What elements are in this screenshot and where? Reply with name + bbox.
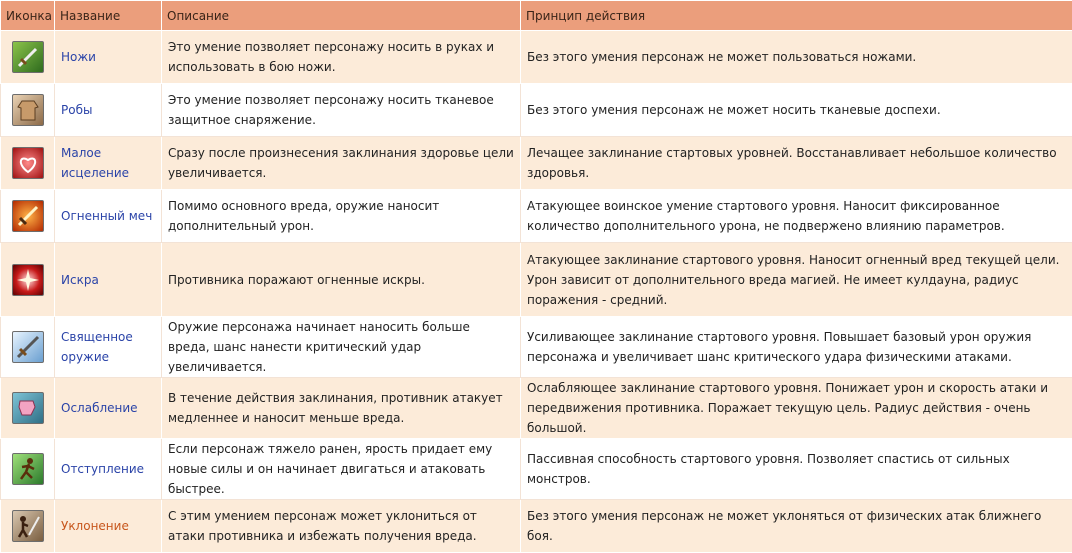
skill-description: Оружие персонажа начинает наносить больше вреда, шанс нанести критический удар увеличивается. <box>162 317 521 378</box>
header-name: Название <box>55 1 162 31</box>
skill-name-link[interactable]: Уклонение <box>61 519 129 533</box>
skill-name-link[interactable]: Ножи <box>61 50 96 64</box>
table-row <box>1 84 1072 137</box>
table-row <box>1 137 1072 190</box>
skill-principle: Атакующее заклинание стартового уровня. Наносит огненный вред текущей цели. Урон зависит от дополнительного вреда магией. Не имеет кулдауна, радиус поражения - средний. <box>521 243 1072 317</box>
skill-description: Помимо основного вреда, оружие наносит дополнительный урон. <box>162 190 521 243</box>
holy-weapon-icon[interactable] <box>12 331 44 363</box>
skill-principle: Ослабляющее заклинание стартового уровня. Понижает урон и скорость атаки и передвижения противника. Поражает текущую цель. Радиус действия - очень большой. <box>521 378 1072 439</box>
header-description: Описание <box>162 1 521 31</box>
weaken-icon[interactable] <box>12 392 44 424</box>
skill-name-link[interactable]: Отступление <box>61 462 144 476</box>
skill-description: Сразу после произнесения заклинания здоровье цели увеличивается. <box>162 137 521 190</box>
robe-icon[interactable] <box>12 94 44 126</box>
skill-description: Это умение позволяет персонажу носить тканевое защитное снаряжение. <box>162 84 521 137</box>
table-row <box>1 439 1072 500</box>
skill-description: Если персонаж тяжело ранен, ярость придает ему новые силы и он начинает двигаться и атаковать быстрее. <box>162 439 521 500</box>
table-row <box>1 317 1072 378</box>
header-principle: Принцип действия <box>521 1 1072 31</box>
skill-name-link[interactable]: Малое исцеление <box>61 146 129 180</box>
skill-name-link[interactable]: Искра <box>61 273 99 287</box>
skill-name-link[interactable]: Ослабление <box>61 401 138 415</box>
skill-name-link[interactable]: Робы <box>61 103 92 117</box>
skill-name-link[interactable]: Священное оружие <box>61 330 133 364</box>
skill-description: С этим умением персонаж может уклониться от атаки противника и избежать получения вреда. <box>162 500 521 553</box>
table-row <box>1 243 1072 317</box>
dagger-icon[interactable] <box>12 41 44 73</box>
retreat-icon[interactable] <box>12 453 44 485</box>
evade-icon[interactable] <box>12 510 44 542</box>
header-row <box>1 1 1072 31</box>
skill-description: В течение действия заклинания, противник атакует медленнее и наносит меньше вреда. <box>162 378 521 439</box>
table-row <box>1 190 1072 243</box>
skill-principle: Без этого умения персонаж не может носить тканевые доспехи. <box>521 84 1072 137</box>
table-row <box>1 500 1072 553</box>
skill-description: Противника поражают огненные искры. <box>162 243 521 317</box>
heart-icon[interactable] <box>12 147 44 179</box>
fire-sword-icon[interactable] <box>12 200 44 232</box>
header-icon: Иконка <box>1 1 55 31</box>
spark-icon[interactable] <box>12 264 44 296</box>
skill-description: Это умение позволяет персонажу носить в руках и использовать в бою ножи. <box>162 31 521 84</box>
skill-principle: Атакующее воинское умение стартового уровня. Наносит фиксированное количество дополнительного урона, не подвержено влиянию параметров. <box>521 190 1072 243</box>
skill-principle: Без этого умения персонаж не может уклоняться от физических атак ближнего боя. <box>521 500 1072 553</box>
skill-principle: Усиливающее заклинание стартового уровня. Повышает базовый урон оружия персонажа и увеличивает шанс критического удара физическими атаками. <box>521 317 1072 378</box>
skill-principle: Пассивная способность стартового уровня. Позволяет спастись от сильных монстров. <box>521 439 1072 500</box>
skill-principle: Лечащее заклинание стартовых уровней. Восстанавливает небольшое количество здоровья. <box>521 137 1072 190</box>
skill-name-link[interactable]: Огненный меч <box>61 209 152 223</box>
skill-principle: Без этого умения персонаж не может пользоваться ножами. <box>521 31 1072 84</box>
table-row <box>1 378 1072 439</box>
table-row <box>1 31 1072 84</box>
